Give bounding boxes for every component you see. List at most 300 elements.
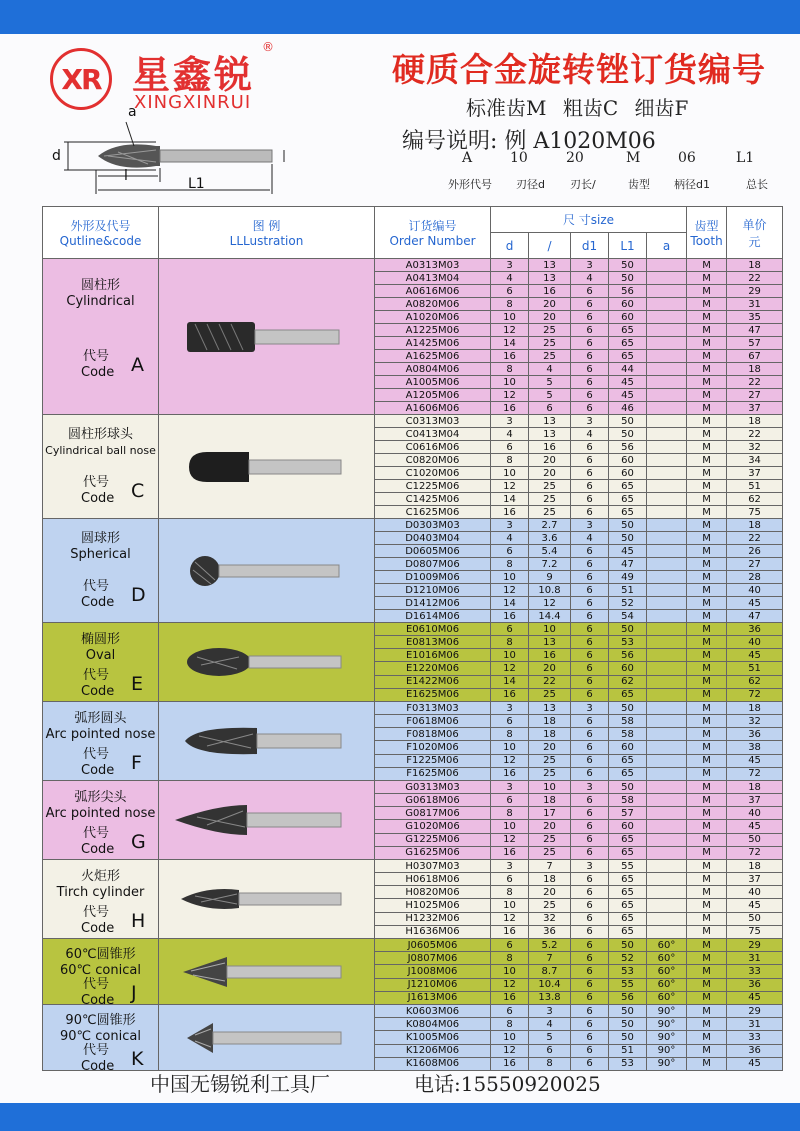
L1-cell: 50 — [609, 623, 647, 636]
l-cell: 25 — [529, 833, 571, 846]
a-cell — [647, 820, 687, 833]
L1-cell: 60 — [609, 467, 647, 480]
tooth-cell: M — [687, 311, 727, 324]
header-shape — [43, 207, 159, 259]
price-cell: 36 — [727, 623, 783, 636]
l-cell: 20 — [529, 311, 571, 324]
l-cell: 5 — [529, 1031, 571, 1044]
tooth-cell: M — [687, 610, 727, 623]
d1-cell: 6 — [571, 311, 609, 324]
a-cell — [647, 350, 687, 363]
order-number-cell: G1225M06 — [375, 833, 491, 846]
header-shape-en: Qutline&code — [59, 234, 142, 248]
a-cell — [647, 324, 687, 337]
tooth-cell: M — [687, 376, 727, 389]
d-cell: 10 — [491, 741, 529, 754]
code-example: 编号说明: 例 A1020M06 — [402, 129, 656, 154]
L1-cell: 50 — [609, 1018, 647, 1031]
a-cell — [647, 597, 687, 610]
shape-name-cn: 圆柱形球头 — [67, 427, 133, 442]
l-cell: 25 — [529, 899, 571, 912]
order-number-cell: J1008M06 — [375, 965, 491, 978]
L1-cell: 56 — [609, 991, 647, 1004]
order-number-cell: F1225M06 — [375, 754, 491, 767]
order-number-cell: A1225M06 — [375, 324, 491, 337]
l-cell: 13.8 — [529, 991, 571, 1004]
L1-cell: 65 — [609, 925, 647, 938]
order-number-cell: C0313M03 — [375, 415, 491, 428]
l-cell: 3.6 — [529, 532, 571, 545]
d-cell: 10 — [491, 311, 529, 324]
shape-code-label-cn: 代号 — [83, 747, 110, 762]
order-number-cell: G0618M06 — [375, 794, 491, 807]
d1-cell: 6 — [571, 965, 609, 978]
d-cell: 8 — [491, 558, 529, 571]
l-cell: 12 — [529, 597, 571, 610]
tooth-cell: M — [687, 649, 727, 662]
tooth-cell: M — [687, 1031, 727, 1044]
L1-cell: 50 — [609, 259, 647, 272]
a-cell — [647, 311, 687, 324]
l-cell: 18 — [529, 794, 571, 807]
shape-name-cn: 60℃圆锥形 — [65, 947, 136, 962]
d1-cell: 6 — [571, 376, 609, 389]
d-cell: 10 — [491, 571, 529, 584]
l-cell: 20 — [529, 886, 571, 899]
price-cell: 36 — [727, 728, 783, 741]
a-cell — [647, 912, 687, 925]
order-number-cell: A0313M03 — [375, 259, 491, 272]
price-cell: 38 — [727, 741, 783, 754]
tooth-cell: M — [687, 662, 727, 675]
L1-cell: 65 — [609, 899, 647, 912]
d1-cell: 6 — [571, 584, 609, 597]
shape-code-label-en: Code — [81, 842, 115, 857]
a-cell — [647, 899, 687, 912]
arcpoint-burr-icon — [167, 805, 357, 835]
a-cell — [647, 376, 687, 389]
d-cell: 8 — [491, 363, 529, 376]
tooth-cell: M — [687, 1018, 727, 1031]
d1-cell: 6 — [571, 337, 609, 350]
d1-cell: 6 — [571, 467, 609, 480]
l-cell: 10.4 — [529, 978, 571, 991]
tooth-cell: M — [687, 532, 727, 545]
cylinder-burr-icon — [167, 322, 357, 352]
table-row — [43, 623, 783, 636]
L1-cell: 65 — [609, 767, 647, 780]
table-row — [43, 781, 783, 794]
d1-cell: 6 — [571, 715, 609, 728]
d-cell: 16 — [491, 402, 529, 415]
d1-cell: 3 — [571, 259, 609, 272]
d-cell: 12 — [491, 912, 529, 925]
d1-cell: 6 — [571, 402, 609, 415]
l-cell: 13 — [529, 259, 571, 272]
price-cell: 18 — [727, 415, 783, 428]
oval-burr-icon — [167, 647, 357, 677]
l-cell: 25 — [529, 350, 571, 363]
diagram-label-d: d — [52, 148, 61, 164]
header-d: d — [491, 233, 529, 259]
L1-cell: 56 — [609, 285, 647, 298]
d1-cell: 6 — [571, 324, 609, 337]
l-cell: 13 — [529, 702, 571, 715]
a-cell — [647, 285, 687, 298]
l-cell: 18 — [529, 728, 571, 741]
l-cell: 20 — [529, 454, 571, 467]
d1-cell: 6 — [571, 833, 609, 846]
order-number-cell: A0616M06 — [375, 285, 491, 298]
shape-name-en: Arc pointed nose — [45, 727, 156, 742]
tooth-cell: M — [687, 899, 727, 912]
price-cell: 18 — [727, 781, 783, 794]
L1-cell: 65 — [609, 886, 647, 899]
l-cell: 6 — [529, 402, 571, 415]
price-cell: 22 — [727, 272, 783, 285]
registered-mark: ® — [262, 40, 274, 54]
d-cell: 6 — [491, 794, 529, 807]
L1-cell: 50 — [609, 428, 647, 441]
tooth-cell: M — [687, 493, 727, 506]
tooth-cell: M — [687, 912, 727, 925]
d-cell: 10 — [491, 899, 529, 912]
a-cell — [647, 728, 687, 741]
L1-cell: 52 — [609, 952, 647, 965]
d1-cell: 6 — [571, 649, 609, 662]
d1-cell: 6 — [571, 1018, 609, 1031]
d1-cell: 6 — [571, 285, 609, 298]
a-cell — [647, 571, 687, 584]
order-table-body — [43, 259, 783, 1074]
d-cell: 16 — [491, 846, 529, 859]
d-cell: 14 — [491, 337, 529, 350]
l-cell: 16 — [529, 649, 571, 662]
ballnose-burr-icon — [167, 452, 357, 482]
L1-cell: 58 — [609, 715, 647, 728]
a-cell — [647, 415, 687, 428]
d1-cell: 3 — [571, 702, 609, 715]
shape-name-en: Spherical — [70, 547, 131, 562]
shape-code-label-cn: 代号 — [83, 475, 110, 490]
order-number-cell: G0313M03 — [375, 781, 491, 794]
d-cell: 16 — [491, 925, 529, 938]
order-number-cell: G1625M06 — [375, 846, 491, 859]
l-cell: 3 — [529, 1005, 571, 1018]
L1-cell: 50 — [609, 1005, 647, 1018]
shape-code-label-en: Code — [81, 491, 115, 506]
price-cell: 37 — [727, 873, 783, 886]
header-a: a — [647, 233, 687, 259]
l-cell: 7 — [529, 952, 571, 965]
a-cell — [647, 873, 687, 886]
order-number-cell: K1608M06 — [375, 1057, 491, 1070]
d1-cell: 6 — [571, 820, 609, 833]
d-cell: 10 — [491, 376, 529, 389]
order-number-cell: D1412M06 — [375, 597, 491, 610]
price-cell: 37 — [727, 467, 783, 480]
illustration-cell — [159, 259, 375, 415]
tooth-cell: M — [687, 467, 727, 480]
price-cell: 50 — [727, 912, 783, 925]
shape-code-letter: F — [131, 752, 142, 774]
price-cell: 45 — [727, 899, 783, 912]
l-cell: 17 — [529, 807, 571, 820]
price-cell: 45 — [727, 1057, 783, 1070]
shape-name-en: 60℃ conical — [60, 963, 141, 978]
price-cell: 18 — [727, 702, 783, 715]
L1-cell: 51 — [609, 1044, 647, 1057]
d1-cell: 6 — [571, 506, 609, 519]
l-cell: 20 — [529, 467, 571, 480]
tooth-cell: M — [687, 688, 727, 701]
a-cell — [647, 519, 687, 532]
price-cell: 29 — [727, 285, 783, 298]
tooth-cell: M — [687, 519, 727, 532]
price-cell: 37 — [727, 402, 783, 415]
a-cell — [647, 649, 687, 662]
d-cell: 16 — [491, 767, 529, 780]
price-cell: 72 — [727, 767, 783, 780]
diagram-label-l: l — [124, 168, 128, 184]
l-cell: 20 — [529, 820, 571, 833]
shape-name-en: Cylindrical — [66, 294, 135, 309]
tooth-cell: M — [687, 820, 727, 833]
shape-code-letter: A — [131, 354, 144, 376]
l-cell: 18 — [529, 873, 571, 886]
tooth-cell: M — [687, 324, 727, 337]
L1-cell: 54 — [609, 610, 647, 623]
price-cell: 51 — [727, 662, 783, 675]
shape-code-label-en: Code — [81, 921, 115, 936]
price-cell: 40 — [727, 584, 783, 597]
order-number-cell: C1020M06 — [375, 467, 491, 480]
l-cell: 13 — [529, 636, 571, 649]
L1-cell: 56 — [609, 649, 647, 662]
tooth-cell: M — [687, 807, 727, 820]
tooth-cell: M — [687, 767, 727, 780]
tooth-cell: M — [687, 350, 727, 363]
order-number-cell: E1422M06 — [375, 675, 491, 688]
L1-cell: 44 — [609, 363, 647, 376]
header-price-cn: 单价 — [742, 217, 767, 232]
d-cell: 3 — [491, 781, 529, 794]
l-cell: 6 — [529, 1044, 571, 1057]
header-ill-cn: 图 例 — [252, 219, 281, 233]
brand-name-en: XINGXINRUI — [134, 92, 252, 113]
shape-cell — [43, 860, 159, 939]
price-cell: 22 — [727, 376, 783, 389]
shape-cell — [43, 519, 159, 623]
a-cell — [647, 480, 687, 493]
L1-cell: 49 — [609, 571, 647, 584]
footer-phone: 电话:15550920025 — [414, 1072, 601, 1096]
tooth-cell: M — [687, 571, 727, 584]
d-cell: 12 — [491, 584, 529, 597]
shape-name-en: Tirch cylinder — [56, 885, 145, 900]
price-cell: 33 — [727, 1031, 783, 1044]
price-cell: 29 — [727, 939, 783, 952]
d1-cell: 6 — [571, 794, 609, 807]
price-cell: 27 — [727, 389, 783, 402]
L1-cell: 53 — [609, 1057, 647, 1070]
a-cell — [647, 532, 687, 545]
shape-code-letter: E — [131, 673, 144, 695]
d1-cell: 6 — [571, 728, 609, 741]
L1-cell: 50 — [609, 519, 647, 532]
header-tooth-cn: 齿型 — [694, 219, 719, 233]
l-cell: 36 — [529, 925, 571, 938]
order-number-cell: F1020M06 — [375, 741, 491, 754]
L1-cell: 65 — [609, 350, 647, 363]
illustration-cell — [159, 939, 375, 1005]
illustration-cell — [159, 781, 375, 860]
d-cell: 10 — [491, 820, 529, 833]
L1-cell: 65 — [609, 688, 647, 701]
d1-cell: 6 — [571, 1031, 609, 1044]
a-cell: 90° — [647, 1057, 687, 1070]
l-cell: 8 — [529, 1057, 571, 1070]
header-size: 尺 寸size — [491, 207, 687, 233]
a-cell — [647, 781, 687, 794]
a-cell — [647, 363, 687, 376]
L1-cell: 60 — [609, 298, 647, 311]
tooth-cell: M — [687, 480, 727, 493]
d-cell: 12 — [491, 480, 529, 493]
shape-cell — [43, 781, 159, 860]
tooth-cell: M — [687, 337, 727, 350]
d-cell: 8 — [491, 298, 529, 311]
d-cell: 12 — [491, 833, 529, 846]
L1-cell: 58 — [609, 728, 647, 741]
d1-cell: 6 — [571, 1044, 609, 1057]
a-cell — [647, 467, 687, 480]
d-cell: 3 — [491, 259, 529, 272]
header-price-en: 元 — [748, 234, 761, 249]
top-blue-bar — [0, 0, 800, 34]
d-cell: 16 — [491, 688, 529, 701]
order-number-cell: H0307M03 — [375, 860, 491, 873]
diagram-label-L1: L1 — [188, 176, 205, 192]
l-cell: 14.4 — [529, 610, 571, 623]
order-number-cell: A0820M06 — [375, 298, 491, 311]
a-cell — [647, 741, 687, 754]
price-cell: 33 — [727, 965, 783, 978]
price-cell: 18 — [727, 519, 783, 532]
shape-cell — [43, 623, 159, 702]
L1-cell: 46 — [609, 402, 647, 415]
shape-name-en: Oval — [85, 648, 116, 663]
order-number-cell: J0605M06 — [375, 939, 491, 952]
L1-cell: 50 — [609, 781, 647, 794]
d1-cell: 6 — [571, 754, 609, 767]
L1-cell: 50 — [609, 1031, 647, 1044]
illustration-cell — [159, 415, 375, 519]
order-number-cell: C1225M06 — [375, 480, 491, 493]
d-cell: 12 — [491, 754, 529, 767]
header-illustration — [159, 207, 375, 259]
table-row — [43, 939, 783, 952]
price-cell: 31 — [727, 1018, 783, 1031]
code-part: A — [462, 150, 473, 166]
d-cell: 6 — [491, 285, 529, 298]
shape-cell — [43, 415, 159, 519]
d1-cell: 6 — [571, 662, 609, 675]
shape-code-label-cn: 代号 — [83, 1043, 110, 1058]
tooth-cell: M — [687, 925, 727, 938]
shape-cell-content — [43, 1005, 158, 1074]
order-number-cell: K1206M06 — [375, 1044, 491, 1057]
a-cell: 90° — [647, 1005, 687, 1018]
price-cell: 57 — [727, 337, 783, 350]
price-cell: 18 — [727, 860, 783, 873]
a-cell: 90° — [647, 1031, 687, 1044]
shape-name-en: 90℃ conical — [60, 1029, 141, 1044]
shape-name-cn: 火炬形 — [80, 869, 120, 884]
order-number-cell: D0303M03 — [375, 519, 491, 532]
table-row — [43, 415, 783, 428]
l-cell: 25 — [529, 324, 571, 337]
d-cell: 10 — [491, 965, 529, 978]
price-cell: 45 — [727, 597, 783, 610]
L1-cell: 55 — [609, 860, 647, 873]
cone90-burr-icon — [167, 1023, 357, 1053]
d1-cell: 6 — [571, 741, 609, 754]
a-cell — [647, 754, 687, 767]
l-cell: 18 — [529, 715, 571, 728]
d-cell: 3 — [491, 702, 529, 715]
order-number-cell: K0603M06 — [375, 1005, 491, 1018]
shape-cell-content — [43, 259, 158, 414]
L1-cell: 50 — [609, 702, 647, 715]
d-cell: 16 — [491, 991, 529, 1004]
price-cell: 26 — [727, 545, 783, 558]
tooth-cell: M — [687, 623, 727, 636]
shape-code-label-en: Code — [81, 1059, 115, 1074]
d-cell: 4 — [491, 532, 529, 545]
d-cell: 12 — [491, 978, 529, 991]
L1-cell: 50 — [609, 272, 647, 285]
d1-cell: 6 — [571, 978, 609, 991]
price-cell: 28 — [727, 571, 783, 584]
price-cell: 72 — [727, 846, 783, 859]
price-cell: 36 — [727, 1044, 783, 1057]
shape-code-letter: K — [131, 1048, 144, 1070]
a-cell — [647, 925, 687, 938]
code-part: 06 — [678, 150, 696, 166]
l-cell: 5.4 — [529, 545, 571, 558]
tooth-cell: M — [687, 978, 727, 991]
header-tooth-en: Tooth — [690, 234, 723, 248]
L1-cell: 65 — [609, 506, 647, 519]
shape-cell — [43, 1005, 159, 1074]
tooth-cell: M — [687, 415, 727, 428]
shape-code-letter: G — [131, 831, 146, 853]
d1-cell: 6 — [571, 846, 609, 859]
shape-cell-content — [43, 939, 158, 1008]
price-cell: 51 — [727, 480, 783, 493]
table-row — [43, 1005, 783, 1018]
price-cell: 50 — [727, 833, 783, 846]
L1-cell: 57 — [609, 807, 647, 820]
price-cell: 62 — [727, 493, 783, 506]
d-cell: 12 — [491, 389, 529, 402]
L1-cell: 53 — [609, 636, 647, 649]
L1-cell: 65 — [609, 324, 647, 337]
d1-cell: 6 — [571, 597, 609, 610]
d1-cell: 4 — [571, 272, 609, 285]
d1-cell: 3 — [571, 781, 609, 794]
